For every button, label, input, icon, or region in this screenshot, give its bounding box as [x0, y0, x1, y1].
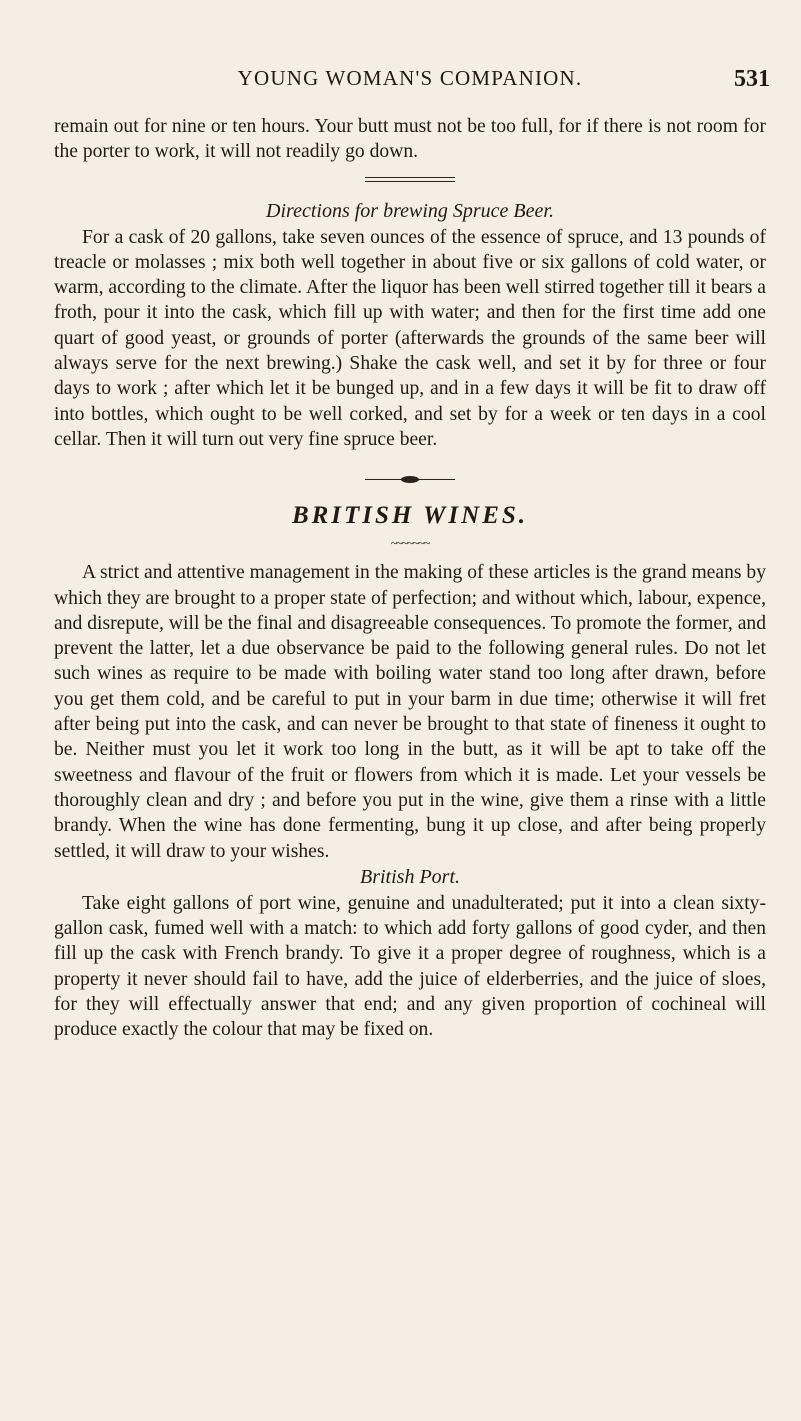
- british-port-paragraph: Take eight gallons of port wine, genuine and unadulterated; put it into a clean sixty-gallon cask, fumed well with a match: to which add forty gallons of good cyder, and then fill up the cask with French brandy. To give it a proper degree of roughness, which is a property it never should fail to have, add the juice of elderberries, and the juice of sloes, for they will effectually answer that end; and any given proportion of cochineal will produce exactly the colour that may be fixed on.: [54, 892, 766, 1041]
- double-rule-divider: [365, 177, 455, 182]
- spruce-beer-heading: Directions for brewing Spruce Beer.: [266, 199, 554, 222]
- continuation-paragraph: remain out for nine or ten hours. Your butt must not be too full, for if there is not room for the porter to work, it will not readily go down.: [54, 116, 766, 163]
- british-wines-paragraph: A strict and attentive management in the making of these articles is the grand means by which they are brought to a proper state of perfection; and without which, labour, expence, and disrepute, will be the final and disagreeable consequences. To promote the former, and prevent the latter, let a due observance be paid to the following general rules. Do not let such wines as require to be made with boiling water stand too long after drawn, before you get them cold, and be careful to put in your barm in due time; otherwise it will fret after being put into the cask, and can never be brought to that state of fineness it ought to be. Neither must you let it work too long in the butt, as it will be apt to take off the sweetness and flavour of the fruit or flowers from which it is made. Let your vessels be thoroughly clean and dry ; and before you put in the wine, give them a rinse with a little brandy. When the wine has done fermenting, bung it up close, and after being properly settled, it will draw to your wishes.: [54, 562, 766, 862]
- running-head: [50, 60, 770, 96]
- text-block: [54, 114, 766, 1043]
- british-wines-heading: BRITISH WINES.: [291, 502, 529, 530]
- wavy-ornament: ~~~~~~~: [390, 536, 430, 551]
- ornament-center-icon: [401, 476, 419, 483]
- running-title: YOUNG WOMAN'S COMPANION.: [237, 66, 583, 90]
- british-port-heading: British Port.: [359, 865, 460, 888]
- page-number: 531: [734, 66, 770, 92]
- ornament-rule-divider: [365, 474, 455, 486]
- spruce-beer-paragraph: For a cask of 20 gallons, take seven ounces of the essence of spruce, and 13 pounds of treacle or molasses ; mix both well together in about five or six gallons of cold water, or warm, according to the climate. After the liquor has been well stirred together till it bears a froth, pour it into the cask, which fill up with water; and then for the first time add one quart of good yeast, or grounds of porter (afterwards the grounds of the same beer will always serve for the next brewing.) Shake the cask well, and set it by for three or four days to work ; after which let it be bunged up, and in a few days it will be fit to draw off into bottles, which ought to be well corked, and set by for a week or ten days in a cool cellar. Then it will turn out very fine spruce beer.: [54, 226, 766, 450]
